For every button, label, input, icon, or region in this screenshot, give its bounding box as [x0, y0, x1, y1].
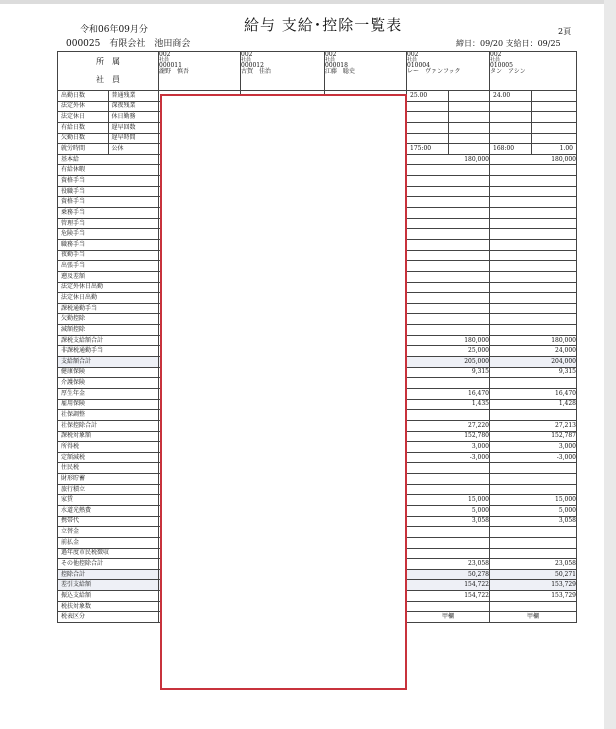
pay-item-value — [407, 463, 490, 474]
pay-item-value — [407, 271, 490, 282]
pay-item-label: 立替金 — [58, 527, 159, 538]
pay-item-label: 家賃 — [58, 495, 159, 506]
pay-item-value — [407, 474, 490, 485]
emp-note: 社員 — [407, 57, 418, 63]
pay-item-label: 乗務手当 — [58, 208, 159, 219]
pay-item-value — [407, 165, 490, 176]
pay-item-value: 5,000 — [407, 505, 490, 516]
pay-item-value — [407, 537, 490, 548]
pay-item-value — [490, 527, 577, 538]
attendance-value — [407, 134, 449, 144]
pay-item-value: 180,000 — [407, 154, 490, 165]
attendance-label-cell — [58, 144, 159, 155]
pay-item-label: 携帯代 — [58, 516, 159, 527]
attendance-label-right: 休日勤務 — [111, 113, 136, 121]
pay-item-label: 住民税 — [58, 463, 159, 474]
pay-item-value: 23,058 — [407, 559, 490, 570]
pay-item-label: 過年度市民税徴収 — [58, 548, 159, 559]
pay-item-value: 27,220 — [407, 420, 490, 431]
emp-code: 010004 — [407, 62, 430, 69]
pay-item-label: 管理手当 — [58, 218, 159, 229]
attendance-label-cell — [58, 101, 159, 112]
attendance-cell — [407, 91, 490, 102]
pay-item-value — [407, 261, 490, 272]
attendance-value — [407, 123, 449, 133]
pay-item-value — [490, 282, 577, 293]
pay-item-label: その他控除合計 — [58, 559, 159, 570]
pay-item-value — [490, 176, 577, 187]
pay-item-label: 基本給 — [58, 154, 159, 165]
pay-item-value — [490, 165, 577, 176]
pay-item-value — [407, 484, 490, 495]
attendance-value — [407, 102, 449, 112]
attendance-value — [490, 134, 532, 144]
pay-item-label: 遡及差額 — [58, 271, 159, 282]
pay-item-value — [490, 293, 577, 304]
viewer-page-shadow — [604, 0, 616, 729]
pay-item-value — [490, 410, 577, 421]
pay-item-value: 205,000 — [407, 357, 490, 368]
pay-item-value — [490, 271, 577, 282]
pay-item-label: 税扶対象数 — [58, 601, 159, 612]
employee-header — [490, 52, 577, 91]
pay-item-value — [490, 261, 577, 272]
attendance-cell — [407, 112, 490, 123]
pay-item-value — [490, 208, 577, 219]
attendance-value: 25.00 — [407, 91, 449, 101]
pay-item-value — [407, 208, 490, 219]
emp-name: レー ヴァンフック — [407, 68, 461, 75]
pay-item-value — [407, 378, 490, 389]
pay-item-value — [490, 537, 577, 548]
pay-item-value — [490, 229, 577, 240]
pay-item-value: 180,000 — [490, 335, 577, 346]
attendance-value — [490, 112, 532, 122]
attendance-label-cell — [58, 91, 159, 102]
redaction-box — [160, 94, 407, 690]
pay-item-value: 9,315 — [407, 367, 490, 378]
emp-note: 社員 — [490, 57, 501, 63]
pay-item-value: 5,000 — [490, 505, 577, 516]
pay-item-value: 50,278 — [407, 569, 490, 580]
pay-item-value — [407, 548, 490, 559]
pay-item-value — [490, 548, 577, 559]
emp-code: 000012 — [241, 62, 264, 69]
emp-note: 社員 — [159, 57, 170, 63]
pay-item-value — [490, 186, 577, 197]
pay-item-value: 1,428 — [490, 399, 577, 410]
pay-item-label: 法定外休日出勤 — [58, 282, 159, 293]
pay-item-label: 控除合計 — [58, 569, 159, 580]
pay-item-label: 所得税 — [58, 442, 159, 453]
pay-item-label: 資格手当 — [58, 197, 159, 208]
attendance-value — [490, 123, 532, 133]
attendance-subcell — [449, 112, 490, 122]
pay-item-label: 非課税通勤手当 — [58, 346, 159, 357]
attendance-cell — [407, 133, 490, 144]
emp-code: 010005 — [490, 62, 513, 69]
pay-item-label: 欠勤控除 — [58, 314, 159, 325]
pay-item-label: 振込支給額 — [58, 591, 159, 602]
attendance-cell — [490, 144, 577, 155]
pay-item-label: 課税対象額 — [58, 431, 159, 442]
attendance-label-left: 法定休日 — [58, 112, 109, 122]
page-title: 給与 支給･控除一覧表 — [244, 16, 403, 34]
attendance-label-cell — [58, 133, 159, 144]
attendance-label-right: 深夜残業 — [111, 102, 136, 110]
pay-item-label: 支給額合計 — [58, 357, 159, 368]
pay-item-value: 27,213 — [490, 420, 577, 431]
pay-item-label: 雇用保険 — [58, 399, 159, 410]
pay-item-label: 財形貯蓄 — [58, 474, 159, 485]
pay-item-value: 153,729 — [490, 580, 577, 591]
pay-item-value: 15,000 — [407, 495, 490, 506]
attendance-value-secondary: 1.00 — [559, 145, 573, 153]
pay-item-value — [407, 250, 490, 261]
pay-item-value: -3,000 — [407, 452, 490, 463]
pay-item-value: 24,000 — [490, 346, 577, 357]
pay-item-value: 16,470 — [490, 388, 577, 399]
attendance-subcell — [449, 144, 490, 154]
pay-item-label: 旅行積立 — [58, 484, 159, 495]
pay-item-value: 15,000 — [490, 495, 577, 506]
attendance-subcell — [449, 134, 490, 144]
pay-item-value: 180,000 — [490, 154, 577, 165]
attendance-value: 24.00 — [490, 91, 532, 101]
employee-header — [325, 52, 407, 91]
pay-item-value: 甲欄 — [490, 612, 577, 623]
attendance-cell — [490, 101, 577, 112]
pay-item-value: 154,722 — [407, 591, 490, 602]
pay-item-value — [407, 314, 490, 325]
pay-item-label: 減額控除 — [58, 325, 159, 336]
pay-item-value — [490, 239, 577, 250]
pay-item-value: -3,000 — [490, 452, 577, 463]
attendance-value-secondary — [532, 123, 576, 133]
emp-name: タン アシン — [490, 68, 526, 75]
employee-label: 社 員 — [96, 75, 120, 84]
pay-item-value — [407, 282, 490, 293]
pay-item-label: 水道光熱費 — [58, 505, 159, 516]
attendance-value-secondary — [532, 91, 576, 101]
page-number: 2頁 — [558, 27, 572, 36]
pay-item-value: 23,058 — [490, 559, 577, 570]
emp-dept: 002 — [407, 51, 419, 58]
employee-header — [159, 52, 241, 91]
pay-item-value — [407, 186, 490, 197]
closing-pay-dates: 締日：09/20 支給日：09/25 — [456, 39, 561, 48]
pay-item-value: 3,000 — [490, 442, 577, 453]
pay-item-label: 社保控除合計 — [58, 420, 159, 431]
pay-item-value — [407, 176, 490, 187]
attendance-value-secondary — [532, 112, 576, 122]
pay-item-value: 152,780 — [407, 431, 490, 442]
pay-item-value — [490, 325, 577, 336]
pay-item-value: 153,729 — [490, 591, 577, 602]
pay-item-value — [490, 463, 577, 474]
pay-item-value: 152,787 — [490, 431, 577, 442]
pay-item-label: 出張手当 — [58, 261, 159, 272]
pay-item-value — [490, 484, 577, 495]
pay-item-value: 1,435 — [407, 399, 490, 410]
pay-item-label: 課税通勤手当 — [58, 303, 159, 314]
attendance-subcell — [449, 102, 490, 112]
pay-item-value — [407, 293, 490, 304]
attendance-cell — [407, 122, 490, 133]
attendance-value — [407, 112, 449, 122]
pay-item-value: 180,000 — [407, 335, 490, 346]
attendance-label-cell — [58, 112, 159, 123]
pay-item-value — [490, 197, 577, 208]
row-header-labels — [58, 52, 159, 91]
pay-item-value: 3,058 — [490, 516, 577, 527]
pay-item-label: 職務手当 — [58, 239, 159, 250]
pay-item-value — [407, 410, 490, 421]
attendance-cell — [490, 133, 577, 144]
company-info: 000025 有限会社 池田商会 — [66, 39, 191, 49]
pay-item-value — [490, 474, 577, 485]
pay-item-value — [490, 218, 577, 229]
header-row — [58, 52, 577, 91]
attendance-value: 175:00 — [407, 144, 449, 154]
pay-item-value — [407, 229, 490, 240]
pay-item-value: 25,000 — [407, 346, 490, 357]
pay-item-value — [490, 303, 577, 314]
pay-item-value — [490, 601, 577, 612]
attendance-cell — [490, 122, 577, 133]
pay-item-value: 154,722 — [407, 580, 490, 591]
employee-header — [407, 52, 490, 91]
emp-name: 江藤 聡史 — [325, 68, 356, 75]
pay-item-label: 前払金 — [58, 537, 159, 548]
attendance-subcell — [449, 91, 490, 101]
pay-item-label: 厚生年金 — [58, 388, 159, 399]
attendance-label-left: 法定外休 — [58, 102, 109, 112]
pay-item-label: 社保調整 — [58, 410, 159, 421]
dept-label: 所 属 — [96, 57, 120, 66]
viewer-top-edge — [0, 0, 604, 4]
employee-header — [241, 52, 325, 91]
attendance-label-cell — [58, 122, 159, 133]
pay-item-value: 16,470 — [407, 388, 490, 399]
attendance-subcell — [449, 123, 490, 133]
emp-code: 000018 — [325, 62, 348, 69]
pay-item-label: 資格手当 — [58, 176, 159, 187]
pay-item-value: 9,315 — [490, 367, 577, 378]
pay-item-value: 甲欄 — [407, 612, 490, 623]
attendance-label-right: 遅早回数 — [111, 123, 136, 131]
attendance-label-right: 公休 — [111, 145, 124, 153]
attendance-label-right: 普通残業 — [111, 91, 136, 99]
pay-item-value — [407, 601, 490, 612]
attendance-cell — [407, 101, 490, 112]
emp-dept: 002 — [241, 51, 253, 58]
attendance-label-left: 出勤日数 — [58, 91, 109, 101]
pay-item-value — [490, 378, 577, 389]
attendance-value-secondary — [532, 102, 576, 112]
pay-item-value — [407, 325, 490, 336]
pay-item-value: 50,271 — [490, 569, 577, 580]
pay-item-label: 役職手当 — [58, 186, 159, 197]
pay-item-value: 3,058 — [407, 516, 490, 527]
pay-item-label: 差引支給額 — [58, 580, 159, 591]
attendance-label-left: 欠勤日数 — [58, 134, 109, 144]
pay-item-value — [490, 250, 577, 261]
pay-item-value — [407, 218, 490, 229]
emp-name: 瀧野 慎吾 — [159, 68, 190, 75]
pay-item-value: 204,000 — [490, 357, 577, 368]
attendance-cell — [407, 144, 490, 155]
pay-item-value: 3,000 — [407, 442, 490, 453]
pay-item-value — [407, 197, 490, 208]
pay-item-label: 有給休暇 — [58, 165, 159, 176]
attendance-label-left: 有給日数 — [58, 123, 109, 133]
pay-item-label: 夜勤手当 — [58, 250, 159, 261]
pay-item-label: 介護保険 — [58, 378, 159, 389]
pay-item-label: 危険手当 — [58, 229, 159, 240]
emp-name: 古賀 佳治 — [241, 68, 272, 75]
attendance-label-left: 就労時間 — [58, 144, 109, 154]
emp-note: 社員 — [325, 57, 336, 63]
emp-dept: 002 — [325, 51, 337, 58]
attendance-cell — [490, 91, 577, 102]
emp-code: 000011 — [159, 62, 182, 69]
emp-dept: 002 — [159, 51, 171, 58]
emp-dept: 002 — [490, 51, 502, 58]
attendance-cell — [490, 112, 577, 123]
pay-item-label: 健康保険 — [58, 367, 159, 378]
attendance-label-right: 遅早時間 — [111, 134, 136, 142]
attendance-value — [490, 102, 532, 112]
pay-item-label: 課税支給額合計 — [58, 335, 159, 346]
emp-note: 社員 — [241, 57, 252, 63]
pay-item-label: 税表区分 — [58, 612, 159, 623]
pay-item-value — [407, 239, 490, 250]
attendance-value-secondary — [532, 134, 576, 144]
pay-item-value — [407, 303, 490, 314]
pay-item-value — [490, 314, 577, 325]
attendance-value: 168:00 — [490, 144, 532, 154]
pay-item-label: 定額減税 — [58, 452, 159, 463]
pay-item-label: 法定休日出勤 — [58, 293, 159, 304]
pay-item-value — [407, 527, 490, 538]
era-month: 令和06年09月分 — [80, 25, 148, 35]
